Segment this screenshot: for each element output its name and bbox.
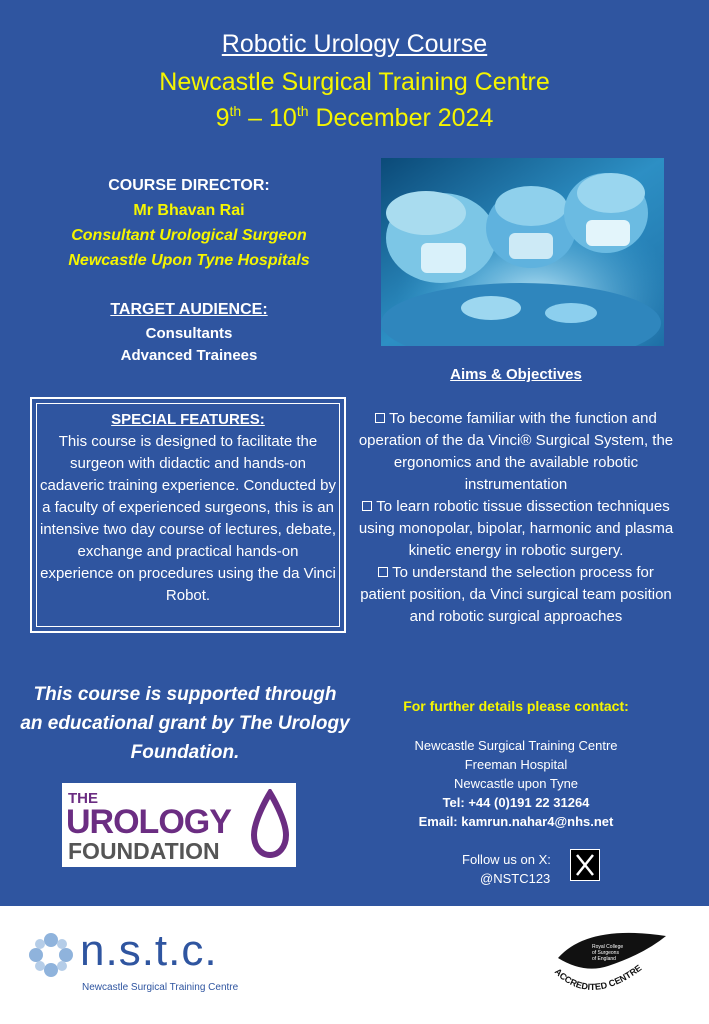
venue-title: Newcastle Surgical Training Centre [159,68,550,96]
special-features-label: SPECIAL FEATURES: [111,411,265,428]
aim-item: To become familiar with the function and operation of the da Vinci® Surgical System, the ergonomics and the available robotic instrumentation [358,410,674,493]
nstc-logo [28,928,288,998]
rcs-badge-text: ACCREDITED CENTRE [552,962,644,992]
aim-item: To understand the selection process for patient position, da Vinci surgical team position and robotic surgical approaches [360,564,672,625]
checkbox-icon [375,413,385,423]
x-logo-icon[interactable] [570,849,600,881]
audience-item: Advanced Trainees [120,347,258,364]
contact-label: For further details please contact: [403,698,629,714]
director-label: COURSE DIRECTOR: [108,177,270,194]
aims-list [356,408,676,628]
contact-block [356,736,676,831]
audience-item: Consultants [145,325,233,342]
follow-text: Follow us on X: [462,852,551,867]
droplet-icon [248,789,292,861]
contact-line: Freeman Hospital [464,757,568,772]
audience-label: TARGET AUDIENCE: [110,301,268,318]
contact-tel[interactable]: Tel: +44 (0)191 22 31264 [442,795,590,810]
director-org: Newcastle Upon Tyne Hospitals [68,252,310,269]
uf-logo-line2: UROLOGY [66,803,231,841]
course-dates: 9th – 10th December 2024 [215,103,494,132]
rcs-small-text: Royal College of Surgeons of England [592,944,624,962]
special-features-content [40,409,336,607]
nstc-logo-subtitle: Newcastle Surgical Training Centre [82,982,239,993]
course-title: Robotic Urology Course [221,30,488,58]
flower-icon [28,932,74,978]
nstc-logo-text: n.s.t.c. [80,926,218,975]
surgery-photo [381,158,664,346]
support-note: This course is supported through an educational grant by The Urology Foundation. [20,684,350,763]
urology-foundation-logo [62,783,296,867]
aim-item: To learn robotic tissue dissection techniques using monopolar, bipolar, harmonic and plasma kinetic energy in robotic surgery. [358,498,674,559]
contact-email[interactable]: Email: kamrun.nahar4@nhs.net [418,814,614,829]
special-features-box [30,397,346,633]
contact-line: Newcastle upon Tyne [453,776,579,791]
uf-logo-line1: THE [68,790,98,807]
special-features-text: This course is designed to facilitate the surgeon with didactic and hands-on cadaveric training experience. Conducted by a faculty of experienced surgeons, this is an intensive two day course of lectures, debate, exchange and practical hands-on experience on procedures using the da Vinci Robot. [40,433,337,604]
aims-label: Aims & Objectives [450,366,582,383]
rcs-accredited-logo [548,918,674,1010]
checkbox-icon [378,567,388,577]
director-name: Mr Bhavan Rai [133,202,245,219]
social-handle[interactable]: @NSTC123 [480,871,551,886]
uf-logo-line3: FOUNDATION [68,838,220,864]
checkbox-icon [362,501,372,511]
director-role: Consultant Urological Surgeon [71,227,307,244]
social-block [462,850,572,888]
contact-line: Newcastle Surgical Training Centre [414,738,618,753]
